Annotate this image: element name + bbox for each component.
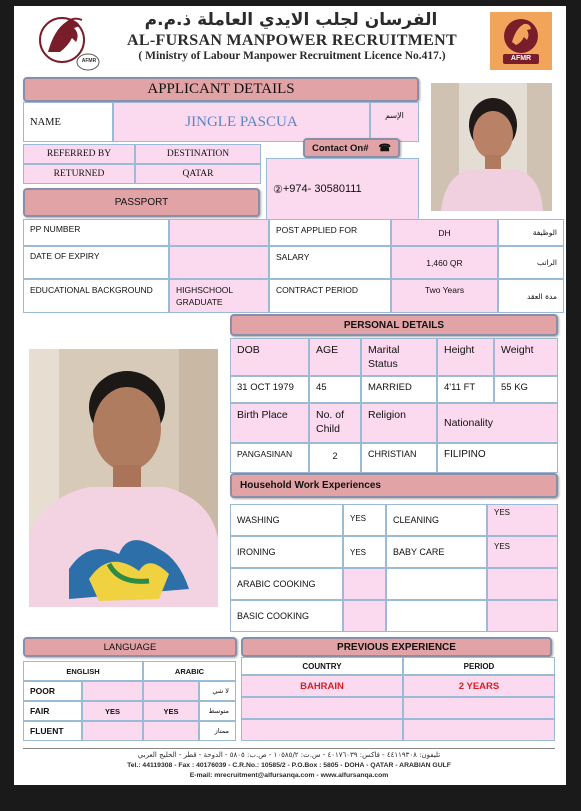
country-value: BAHRAIN [241,675,403,697]
passport-header: PASSPORT [23,188,260,217]
basic-cooking-label: BASIC COOKING [230,600,343,632]
fair-english: YES [82,701,143,721]
education-value-line-2: GRADUATE [176,297,223,307]
contact-header [303,138,400,158]
arabic-cooking-value [343,568,386,600]
birthplace-label: Birth Place [230,403,309,443]
country-label: COUNTRY [241,657,403,675]
name-label: NAME [23,102,113,142]
weight-value: 55 KG [494,376,558,403]
name-value: JINGLE PASCUA [113,102,370,142]
destination-value: QATAR [135,164,261,184]
post-label-arabic: الوظيفة [498,219,564,246]
religion-value: CHRISTIAN [361,443,437,473]
licence-line: ( Ministry of Labour Manpower Recruitment Licence No.417.) [138,50,446,62]
dob-label: DOB [230,338,309,376]
children-label-line-1: No. of [316,409,345,421]
poor-label-arabic: لا شي [199,681,236,701]
previous-blank-3 [241,719,403,741]
poor-english [82,681,143,701]
fluent-english [82,721,143,741]
babycare-label: BABY CARE [386,536,487,568]
expiry-value [169,246,269,279]
salary-label-arabic: الراتب [498,246,564,279]
age-label: AGE [309,338,361,376]
children-label-line-2: Child [316,423,340,435]
contract-label-arabic: مدة العقد [498,279,564,313]
personal-details-header: PERSONAL DETAILS [230,314,558,336]
pp-number-value [169,219,269,246]
household-header: Household Work Experiences [230,473,558,498]
previous-blank-1 [241,697,403,719]
salary-value: 1,460 QR [391,246,498,279]
pp-number-label: PP NUMBER [23,219,169,246]
english-label: ENGLISH [23,661,143,681]
previous-experience-header: PREVIOUS EXPERIENCE [241,637,552,657]
fluent-arabic [143,721,199,741]
right-logo-text: AFMR [510,55,532,62]
contact-label: Contact On# [312,142,369,154]
footer-contact: Tel.: 44119308 - Fax : 40176039 - C.R.No.: 10585/2 - P.O.Box : 5805 - DOHA - QATAR - ARABIAN GULF [127,762,451,769]
education-value [169,279,269,313]
ironing-label: IRONING [230,536,343,568]
application-sheet [14,6,566,785]
education-value-line-1: HIGHSCHOOL [176,285,234,295]
marital-label [361,338,437,376]
contact-symbol: ② [273,183,283,196]
left-logo-text: AFMR [81,58,97,64]
household-blank-1 [386,568,487,600]
babycare-value: YES [487,536,558,568]
poor-label: POOR [23,681,82,701]
height-label: Height [437,338,494,376]
poor-arabic [143,681,199,701]
left-logo [36,12,102,74]
age-value: 45 [309,376,361,403]
contact-box [266,158,419,220]
marital-label-line-2: Status [368,358,398,370]
washing-value: YES [343,504,386,536]
children-value: 2 [309,443,361,473]
period-value: 2 YEARS [403,675,555,697]
dob-value: 31 OCT 1979 [230,376,309,403]
footer-email: E-mail: mrecruitment@alfursanqa.com - www.alfursanqa.com [189,772,389,779]
salary-label: SALARY [269,246,391,279]
period-label: PERIOD [403,657,555,675]
ironing-value: YES [343,536,386,568]
household-blank-3 [386,600,487,632]
language-header: LANGUAGE [23,637,237,657]
birthplace-value: PANGASINAN [230,443,309,473]
person-photo-icon [431,83,552,211]
cleaning-label: CLEANING [386,504,487,536]
education-label: EDUCATIONAL BACKGROUND [23,279,169,313]
fluent-label-arabic: ممتاز [199,721,236,741]
washing-label: WASHING [230,504,343,536]
footer-divider [23,748,555,749]
destination-label: DESTINATION [135,144,261,164]
fair-label: FAIR [23,701,82,721]
footer-arabic: تليفون: ٤٤١١٩٣٠٨ - فاكس: ٤٠١٧٦٠٣٩ - س.ت: ١٠٥٨٥/٢ - ص.ب: ٥٨٠٥ - الدوحة - قطر - الخليج العربي [137,751,441,759]
fair-arabic: YES [143,701,199,721]
marital-value: MARRIED [361,376,437,403]
previous-blank-4 [403,719,555,741]
height-value: 4'11 FT [437,376,494,403]
post-value: DH [391,219,498,246]
marital-label-line-1: Marital [368,344,400,356]
person-full-photo-icon [29,349,218,607]
company-name-arabic: الفرسان لجلب الايدي العاملة ذ.م.م [144,10,438,30]
applicant-details-header: APPLICANT DETAILS [23,77,419,102]
household-blank-4 [487,600,558,632]
religion-label: Religion [361,403,437,443]
referred-by-label: REFERRED BY [23,144,135,164]
post-label: POST APPLIED FOR [269,219,391,246]
fluent-label: FLUENT [23,721,82,741]
phone-icon: ☎ [378,142,391,154]
basic-cooking-value [343,600,386,632]
full-photo [29,349,218,607]
arabic-cooking-label: ARABIC COOKING [230,568,343,600]
contract-label: CONTRACT PERIOD [269,279,391,313]
nationality-label: Nationality [437,403,558,443]
contract-value: Two Years [391,279,498,313]
passport-photo [431,83,552,211]
previous-blank-2 [403,697,555,719]
cleaning-value: YES [487,504,558,536]
weight-label: Weight [494,338,558,376]
returned-label: RETURNED [23,164,135,184]
right-logo [490,12,552,70]
expiry-label: DATE OF EXPIRY [23,246,169,279]
company-name: AL-FURSAN MANPOWER RECRUITMENT [127,32,457,49]
arabic-label: ARABIC [143,661,236,681]
household-blank-2 [487,568,558,600]
nationality-value: FILIPINO [437,443,558,473]
contact-value: +974- 30580111 [282,183,362,195]
name-label-arabic: الإسم [370,102,419,142]
fair-label-arabic: متوسط [199,701,236,721]
horse-logo-icon [36,12,102,74]
children-label [309,403,361,443]
